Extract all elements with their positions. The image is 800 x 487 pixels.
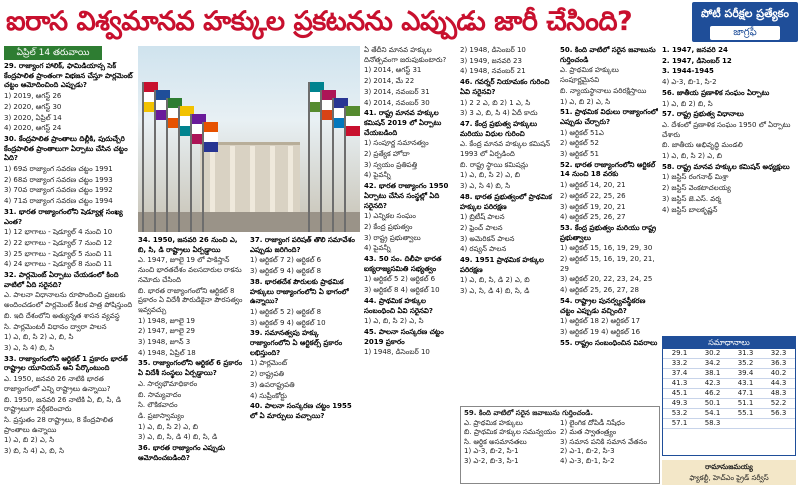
- answer-cell: 43.1: [729, 379, 762, 389]
- option-text: సి. ప్రస్తుతం 28 రాష్ట్రాలు, 8 కేంద్రపాలిత ప్రాంతాలు ఉన్నాయి: [4, 415, 114, 434]
- option-text: 1) ఆర్టికల్ 15, 16, 19, 29, 30: [560, 244, 653, 253]
- answer-cell: 40.2: [762, 369, 795, 379]
- question-text: 44. ప్రాథమిక హక్కుల సంబంధించి ఏవి సరైనవి?: [364, 296, 433, 315]
- option-text: 1) ఆర్టికల్ 5 2) ఆర్టికల్ 8: [250, 307, 322, 316]
- question-text: 36. భారత రాజ్యాంగం ఎప్పుడు ఆమోదించబడింది?: [138, 444, 226, 462]
- matching-cell: 4) ఎ-3, బి-1, సి-2: [560, 456, 615, 465]
- question-text: 41. రాష్ట్ర మానవ హక్కుల కమిషన్ 2019 లో ఏర్పాటు చేయబడింది: [364, 109, 442, 137]
- question-text: 53. కేంద్ర ప్రభుత్వం మరియు రాష్ట్ర ప్రభుత్వాలు: [560, 223, 657, 242]
- text-column-2: [138, 236, 246, 484]
- text-column-5: [460, 46, 556, 402]
- answer-cell: 44.3: [762, 379, 795, 389]
- answer-cell: 37.4: [663, 369, 696, 379]
- option-text: 3) 1948, జూన్ 3: [138, 338, 191, 347]
- option-text: 1) ఎ, బి 2) ఎ, సి: [560, 97, 611, 106]
- answers-table: [662, 336, 796, 456]
- answer-cell: 41.3: [663, 379, 696, 389]
- option-text: 1) ఆర్టికల్ 7 2) ఆర్టికల్ 6: [250, 256, 322, 265]
- question-text: 37. రాజ్యాంగ పరిషత్ తొలి సమావేశం ఎప్పుడు జరిగింది?: [250, 236, 355, 254]
- option-text: 3) 2020, ఏప్రిల్ 14: [4, 113, 62, 122]
- option-text: 3) 1949, జనవరి 23: [460, 56, 522, 65]
- matching-row: [464, 457, 656, 467]
- question-text: 2. 1947, డిసెంబర్ 12: [662, 56, 732, 65]
- option-text: 1) ఎ, బి, సి 2) ఎ, బి, సి: [4, 333, 74, 342]
- option-text: 2) ప్రత్యేక హోదా: [364, 150, 410, 159]
- answer-cell: 46.2: [696, 389, 729, 399]
- option-text: బి. రాష్ట్ర స్థాయి కమిషన్లు: [460, 160, 529, 169]
- answer-cell: 45.1: [663, 389, 696, 399]
- special-line-2: జాగ్రఫీ: [710, 26, 780, 40]
- option-text: 1) ఆర్టికల్ 51ఎ: [560, 128, 604, 137]
- option-text: 1) సంపూర్ణ సమానత్వం: [364, 139, 429, 148]
- option-text: 3) 2014, నవంబర్ 31: [364, 87, 430, 96]
- option-text: 3) బి, సి 4) ఎ, బి, సి: [4, 447, 64, 456]
- text-column-7: [662, 46, 796, 332]
- building-column: [288, 146, 293, 212]
- option-text: 3) స్వయం ప్రతిపత్తి: [364, 160, 418, 169]
- option-text: 4) 71వ రాజ్యాంగ సవరణ చట్టం 1994: [4, 197, 113, 206]
- option-text: 2) 1947, జూలై 29: [138, 327, 195, 336]
- matching-cell: 2) మత స్వాతంత్ర్యం: [560, 428, 617, 436]
- author-byline: [662, 460, 796, 485]
- answer-cell: 34.2: [696, 359, 729, 369]
- option-text: ఎ. పాలనా విధానాలను రూపొందించి ప్రజలకు అందించడంలో పార్లమెంట్ కీలక పాత్ర పోషిస్తుంది: [4, 291, 133, 310]
- option-text: 2) ఆర్టికల్ 15, 16, 19, 20, 21, 29: [560, 255, 655, 273]
- option-text: 3) ఆర్టికల్ 8 4) ఆర్టికల్ 10: [364, 286, 440, 295]
- plaza-ground: [138, 212, 360, 232]
- option-text: 1) ఎ, బి, సి 2) ఎ, సి: [364, 317, 424, 326]
- option-text: 2) 1948, డిసెంబర్ 10: [460, 46, 526, 54]
- option-text: 2) 22 భాగాలు - షెడ్యూల్ 7 నుంచి 12: [4, 238, 113, 247]
- question-text: 46. గవర్నర్ నియామకం గురించి ఏవి సరైనవి?: [460, 78, 550, 96]
- option-text: 1) ఎ, బి, సి, డి 2) ఎ, బి: [460, 276, 530, 285]
- answer-cell: 56.3: [762, 409, 795, 419]
- option-text: 1) ఎ, బి, సి 2) ఎ, బి: [138, 422, 199, 431]
- answers-title: సమాధానాలు: [663, 337, 795, 349]
- answer-cell: 33.2: [663, 359, 696, 369]
- option-text: 1) 12 భాగాలు - షెడ్యూల్ 4 నుంచి 10: [4, 228, 113, 237]
- answers-row: [663, 349, 795, 359]
- answer-cell: 39.4: [729, 369, 762, 379]
- option-text: 3) ఎ, బి, సి, డి 4) బి, సి, డి: [138, 433, 218, 442]
- question-text: 1. 1947, జనవరి 24: [662, 46, 728, 54]
- answer-cell: 42.3: [696, 379, 729, 389]
- option-text: 4) ఆర్టికల్ 25, 26, 27: [560, 213, 626, 222]
- question-text: 30. కేంద్రపాలిత ప్రాంతాలు దిల్లీకి, పుదుచ్చేరి కేంద్రపాలిత ప్రాంతాలుగా ఏర్పాటు చేసిన చట్టం ఏది?: [4, 134, 128, 163]
- option-text: 1) ఎ, బి 2) ఎ, సి: [4, 436, 55, 445]
- matching-cell: 2) ఎ-1, బి-2, సి-3: [560, 447, 615, 455]
- answer-cell: 49.3: [663, 399, 696, 409]
- option-text: 2) 68వ రాజ్యాంగ సవరణ చట్టం 1993: [4, 175, 113, 184]
- option-text: 3) ఆర్టికల్ 19 4) ఆర్టికల్ 16: [560, 327, 641, 336]
- option-text: 2) ఆర్టికల్ 52: [560, 139, 599, 148]
- answer-cell: 51.1: [729, 399, 762, 409]
- option-text: 1) పార్లమెంట్: [250, 359, 288, 368]
- matching-cell: 3) ఎ-2, బి-3, సి-1: [464, 456, 519, 465]
- question-text: 57. రాష్ట్ర ప్రభుత్వ విధానాలు: [662, 110, 744, 119]
- matching-cell: 1) ఎ-3, బి-2, సి-1: [464, 447, 519, 455]
- matching-cell: 1) లైంగిక దోపిడీ నిషేధం: [560, 418, 625, 427]
- option-text: బి. భారత రాజ్యాంగంలోని ఆర్టికల్ 8 ప్రకారం ఏ విదేశీ పౌరుడికైనా పౌరసత్వం ఇవ్వవచ్చు: [138, 286, 243, 314]
- matching-row: [464, 428, 656, 438]
- text-column-6: [560, 46, 658, 402]
- question-text: 39. సమానత్వపు హక్కు రాజ్యాంగంలోని ఏ ఆర్టికల్స్ ప్రకారం లభిస్తుంది?: [250, 329, 343, 357]
- option-text: 1) ఎ, బి, సి 2) ఎ, బి: [662, 152, 723, 161]
- matching-cell: 3) సమాన పనికి సమాన వేతనం: [560, 437, 648, 446]
- option-text: బి. న్యాయస్థానాలు పరిరక్షిస్తాయి: [560, 86, 647, 95]
- option-text: ఎ. 1950, జనవరి 26 నాటికి భారత రాజ్యాంగంలో ఎన్ని రాష్ట్రాలు ఉన్నాయి?: [4, 375, 111, 393]
- option-text: 1) బ్రిటీష్ పాలన: [460, 213, 505, 222]
- text-column-4: [364, 46, 456, 484]
- option-text: 3) 70వ రాజ్యాంగ సవరణ చట్టం 1992: [4, 186, 113, 195]
- option-text: 1) ఎ, బి 2) బి, సి: [662, 99, 713, 108]
- option-text: 2) 2014, మే 22: [364, 77, 415, 86]
- option-text: 4) 2014, నవంబర్ 30: [364, 98, 430, 107]
- option-text: 1) 69వ రాజ్యాంగ సవరణ చట్టం 1991: [4, 165, 113, 174]
- answer-cell: 53.2: [663, 409, 696, 419]
- option-text: 1) ఆర్టికల్ 14, 20, 21: [560, 181, 626, 190]
- question-text: 55. రాష్ట్రం సంబంధించిన వివరాలు: [560, 338, 658, 347]
- answers-row: [663, 369, 795, 379]
- answer-cell: 48.3: [762, 389, 795, 399]
- option-text: బి. ఇది దేశంలోని అత్యున్నత శాసన వ్యవస్థ: [4, 311, 120, 320]
- option-text: 3) ఆర్టికల్ 9 4) ఆర్టికల్ 8: [250, 267, 322, 276]
- question-text: 45. పాలనా సంస్కరణ చట్టం 2019 ప్రకారం: [364, 327, 444, 346]
- answer-cell: 52.2: [762, 399, 795, 409]
- option-text: 1) ఆర్టికల్ 18 2) ఆర్టికల్ 17: [560, 317, 641, 326]
- option-text: 1) ఆర్టికల్ 5 2) ఆర్టికల్ 6: [364, 275, 436, 284]
- answer-cell: 36.3: [762, 359, 795, 369]
- building-column: [230, 146, 235, 212]
- answer-cell: 35.2: [729, 359, 762, 369]
- option-text: 3) అమెరికన్ పాలన: [460, 234, 515, 243]
- option-text: 4) 1948, ఏప్రిల్ 18: [138, 348, 196, 357]
- answer-cell: [762, 419, 795, 429]
- option-text: 2) కేంద్ర ప్రభుత్వం: [364, 222, 413, 231]
- national-flag: [346, 106, 360, 136]
- matching-row: [464, 447, 656, 457]
- option-text: 3) ఆర్టికల్ 51: [560, 150, 599, 159]
- matching-row: [464, 438, 656, 448]
- question-text: 58. రాష్ట్ర మానవ హక్కుల కమిషన్ అధ్యక్షులు: [662, 162, 790, 171]
- answers-row: [663, 419, 795, 429]
- special-section-box: [692, 2, 798, 42]
- question-text: 51. ప్రాథమిక విధులు రాజ్యాంగంలో ఎప్పుడు చేర్చారు?: [560, 108, 658, 126]
- answer-cell: 54.1: [696, 409, 729, 419]
- question-text: 40. పాలనా సంస్కరణ చట్టం 1955 లో ఏ మార్పులు వచ్చాయి?: [250, 402, 352, 420]
- answer-cell: 58.3: [696, 419, 729, 429]
- question-text: 50. కింది వాటిలో సరైన జవాబును గుర్తించండి: [560, 46, 656, 64]
- text-column-1: [4, 62, 134, 482]
- un-flags-photo: [138, 46, 360, 232]
- option-text: 4) పైవన్నీ: [364, 244, 391, 253]
- question-text: 34. 1950, జనవరి 26 నుంచి ఎ, బి, సి, డి రాష్ట్రాలు ఏర్పడ్డాయి: [138, 236, 238, 254]
- answer-cell: 38.1: [696, 369, 729, 379]
- question-text: 47. కేంద్ర ప్రభుత్వ హక్కులు మరియు విధుల గురించి: [460, 119, 538, 138]
- option-text: 3) ఎ, సి, డి 4) బి, సి, డి: [460, 287, 530, 296]
- answer-cell: 55.1: [729, 409, 762, 419]
- option-text: 3) 25 భాగాలు - షెడ్యూల్ 5 నుంచి 11: [4, 249, 113, 258]
- option-text: సి. లౌకికవాదం: [138, 401, 178, 410]
- building-column: [250, 146, 255, 212]
- option-text: 1) ఎ, బి, సి 2) ఎ, బి: [460, 171, 521, 180]
- question-text: 32. పార్లమెంట్ ఏర్పాటు చేయడంలో కింది వాటిలో ఏది సరైనది?: [4, 271, 119, 289]
- page-headline: ఐరాస విశ్వమానవ హక్కుల ప్రకటనను ఎప్పుడు జారీ చేసింది?: [6, 6, 633, 37]
- option-text: 3) ఎ, సి 4) బి, సి: [4, 343, 55, 352]
- author-title: ఫ్యాకల్టీ, హెచ్ఎం ప్రైడ్ సర్వీస్: [689, 474, 769, 482]
- option-text: 1) జస్టిస్ రంగనాథ్ మిశ్రా: [662, 173, 729, 182]
- question-text: 42. భారత రాజ్యాంగం 1950 ఏర్పాటు చేసిన సంస్థల్లో ఏది సరైనది?: [364, 182, 449, 210]
- option-text: 4) 1948, నవంబర్ 21: [460, 67, 526, 76]
- option-text: 2) ఆర్టికల్ 22, 25, 26: [560, 191, 626, 200]
- answers-row: [663, 409, 795, 419]
- answer-cell: 29.1: [663, 349, 696, 359]
- question-text: 54. రాష్ట్రాల పునర్వ్యవస్థీకరణ చట్టం ఎప్పుడు వచ్చింది?: [560, 296, 646, 315]
- option-text: ఎ. సార్వభౌమాధికారం: [138, 379, 198, 388]
- question-text: 29. రాజ్యాంగ హాలిక్, ఫామిడియాన్స సెక్ కేంద్రపాలిత ప్రాంతంగా విభజన చేస్తూ పార్లమెంట్ చట్టం ఆమోదించింది ఎప్పుడు?: [4, 62, 133, 90]
- option-text: 4) ఎ-3, బి-1, సి-2: [662, 78, 717, 87]
- option-text: 3) ఆర్టికల్ 9 4) ఆర్టికల్ 10: [250, 318, 326, 327]
- building-column: [210, 146, 215, 212]
- option-text: 4) పైవన్నీ: [364, 171, 391, 180]
- national-flag: [204, 122, 218, 152]
- option-text: 1) 1948, డిసెంబర్ 10: [364, 348, 430, 357]
- question-text: 49. 1951 ప్రాథమిక హక్కుల పరిరక్షణ: [460, 256, 544, 274]
- option-text: 1) 2 2 ఎ, బి 2) 1 ఎ, సి: [460, 98, 531, 107]
- option-text: ఎ. దేశంలో ప్రణాళిక సంఘం 1950 లో ఏర్పాటు చేశారు: [662, 120, 791, 139]
- option-text: బి. 1950, జనవరి 26 నాటికి ఏ, బి, సి, డి రాష్ట్రాలుగా వర్గీకరించారు: [4, 395, 122, 414]
- option-text: 4) జస్టిస్ బాలకృష్ణన్: [662, 205, 718, 214]
- option-text: 4) 24 భాగాలు - షెడ్యూల్ 8 నుంచి 11: [4, 260, 113, 269]
- option-text: 4) సుప్రీంకోర్టు: [250, 391, 287, 400]
- option-text: బి. జాతీయ అభివృద్ధి మండలి: [662, 141, 743, 150]
- option-text: బి. సామ్యవాదం: [138, 390, 182, 399]
- option-text: సి. పార్లమెంటరీ విధానం ద్వారా పాలన: [4, 322, 107, 331]
- question-text: 52. భారత రాజ్యాంగంలోని ఆర్టికల్ 14 నుంచి 18 వరకు: [560, 160, 656, 179]
- option-text: 3) జస్టిస్ జె.ఎస్. వర్మ: [662, 194, 721, 203]
- question-text: 35. రాజ్యాంగంలోని ఆర్టికల్ 6 ప్రకారం ఏ విదేశీ సంస్థలు ఏర్పడ్డాయి?: [138, 359, 243, 378]
- option-text: 4) ఆర్టికల్ 25, 26, 27, 28: [560, 286, 639, 295]
- question-text: 48. భారత ప్రభుత్వంలో ప్రాథమిక హక్కుల పరిరక్షణ: [460, 192, 552, 211]
- matching-row: [464, 419, 656, 429]
- answer-cell: 30.2: [696, 349, 729, 359]
- option-text: 3) ఎ, సి 4) బి, సి: [460, 182, 511, 191]
- option-text: 2) ఫ్రెంచ్ పాలన: [460, 223, 503, 232]
- question-text: 38. భారతదేశ పౌరులకు ప్రాథమిక హక్కులు రాజ్యాంగంలోని ఏ భాగంలో ఉన్నాయి?: [250, 277, 349, 306]
- matching-cell: బి. ప్రాథమిక హక్కుల సమన్వయం: [464, 428, 556, 436]
- answer-cell: [729, 419, 762, 429]
- option-text: 1) ఎన్నికల సంఘం: [364, 212, 416, 221]
- answer-cell: 47.1: [729, 389, 762, 399]
- answer-cell: 50.1: [696, 399, 729, 409]
- answer-cell: 32.3: [762, 349, 795, 359]
- answers-row: [663, 389, 795, 399]
- option-text: 3) ఆర్టికల్ 19, 20, 21: [560, 202, 626, 211]
- special-line-1: పోటీ పరీక్షల ప్రత్యేకం: [701, 7, 789, 20]
- option-text: ఎ. 1947, జూలై 19 లో పాకిస్తాన్ నుంచి భారతదేశం వలసదారుల రాకను నమోదు చేసింది: [138, 256, 242, 284]
- matching-question: 59. కింది వాటిలో సరైన జవాబును గుర్తించండి.: [464, 409, 594, 417]
- option-text: 1) 1948, జూలై 19: [138, 316, 195, 325]
- option-text: 1) 2014, ఆగస్ట్ 31: [364, 66, 422, 75]
- option-text: 3) ఉపరాష్ట్రపతి: [250, 380, 295, 389]
- option-text: 4) 2020, ఆగస్ట్ 24: [4, 124, 62, 133]
- answers-row: [663, 359, 795, 369]
- author-name: రామానుజమయ్య: [705, 463, 753, 471]
- option-text: 2) రాష్ట్రపతి: [250, 370, 285, 379]
- answer-cell: 31.3: [729, 349, 762, 359]
- question-text: 33. రాజ్యాంగంలోని ఆర్టికల్ 1 ప్రకారం భారత్ రాష్ట్రాల యూనియన్ అని పేర్కొంటుంది: [4, 354, 128, 373]
- question-text: 56. జాతీయ ప్రణాళిక సంఘం ఏర్పాటు: [662, 88, 770, 97]
- option-text: 4) రష్యన్ పాలన: [460, 245, 507, 254]
- option-text: డి. ప్రజాస్వామ్యం: [138, 411, 185, 420]
- option-text: ఏ తేదీని మానవ హక్కుల దినోత్సవంగా జరుపుకుంటారు?: [364, 46, 447, 64]
- building-column: [270, 146, 275, 212]
- matching-cell: ఎ. ప్రాథమిక హక్కులు: [464, 418, 523, 427]
- question-text: 31. భారత రాజ్యాంగంలోని షెడ్యూళ్ల సంఖ్య ఎంత?: [4, 207, 123, 226]
- option-text: 3) రాష్ట్ర ప్రభుత్వాలు: [364, 233, 421, 242]
- answers-row: [663, 399, 795, 409]
- matching-question-box: [460, 406, 660, 484]
- question-text: 43. 50 సం. దిలీపా భారత ఐక్యరాజ్యసమితి సభ్యత్వం: [364, 255, 442, 273]
- answer-cell: 57.1: [663, 419, 696, 429]
- answers-row: [663, 379, 795, 389]
- question-text: 3. 1944-1945: [662, 67, 714, 76]
- date-badge: ఏప్రిల్ 14 తరువాయి: [4, 46, 102, 60]
- option-text: ఎ. కేంద్ర మానవ హక్కుల కమిషన్ 1993 లో ఏర్పడింది: [460, 140, 551, 159]
- option-text: 3) ఆర్టికల్ 20, 22, 23, 24, 25: [560, 275, 653, 284]
- option-text: 2) జస్టిస్ వెంకటాచలయ్య: [662, 184, 731, 193]
- option-text: ఎ. ప్రాథమిక హక్కులు సంపూర్ణమైనవి: [560, 66, 619, 85]
- matching-cell: సి. ఆర్థిక అసమానతలు: [464, 437, 527, 446]
- option-text: 2) 2020, ఆగస్ట్ 30: [4, 102, 62, 111]
- option-text: 3) 3 ఎ, బి, సి 4) ఏదీ కాదు: [460, 109, 538, 118]
- text-column-3: [250, 236, 360, 484]
- option-text: 1) 2019, ఆగస్ట్ 26: [4, 92, 62, 101]
